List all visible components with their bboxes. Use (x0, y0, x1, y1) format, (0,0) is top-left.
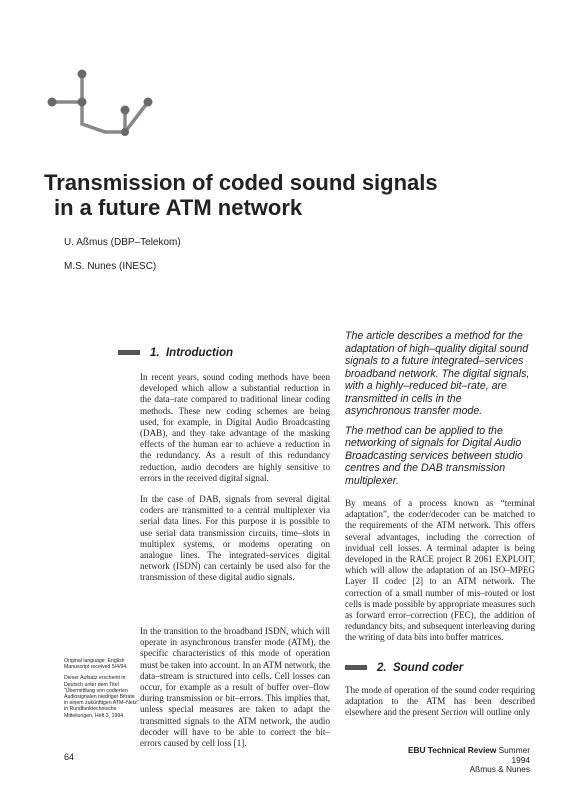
journal-issue: Summer 1994 (498, 745, 530, 765)
footer-authors: Aßmus & Nunes (469, 764, 530, 774)
page-footer (390, 746, 530, 775)
title-line-1: Transmission of coded sound signals (44, 170, 438, 195)
section-number: 2. (377, 662, 387, 674)
section-title: Introduction (165, 347, 234, 359)
article-title (44, 170, 524, 220)
sidenote (64, 658, 139, 724)
author-1: U. Aßmus (DBP–Telekom) (64, 237, 181, 248)
page-number: 64 (64, 752, 75, 762)
body-paragraph-1: In recent years, sound coding methods have been developed which allow a substantial reduction in the data–rate compared to traditional linear coding methods. These new coding schemes are being used, for example, in Digital Audio Broadcasting (DAB), and they take advantage of the masking effects of the human ear to achieve a reduction in the redundancy. As a result of this redundancy reduction, audio decoders are highly sensitive to errors in the received digital signal. (140, 372, 330, 483)
section-marker-bar (118, 350, 140, 355)
network-logo-icon (30, 60, 170, 140)
section-title: Sound coder (392, 662, 464, 674)
author-2: M.S. Nunes (INESC) (64, 261, 157, 272)
body-paragraph-2: In the case of DAB, signals from several digital coders are transmitted to a central multiplexer via serial data lines. For this purpose it is possible to use serial data transmission circuits, time–slots in multiplex systems, or modems operating on analogue lines. The integrated–services digital network (ISDN) can certainly be used also for the transmission of these digital audio signals. (140, 494, 330, 583)
abstract-paragraph-1: The article describes a method for the adaptation of high–quality digital sound signals to a future integrated–services broadband network. The digital signals, with a highly–reduced bit–rate, are transmitted in cells in the asynchronous transfer mode. (345, 330, 530, 417)
abstract-paragraph-2: The method can be applied to the networking of signals for Digital Audio Broadcasting services between studio centres and the DAB transmission multiplexer. (345, 424, 523, 487)
body-paragraph-3: In the transition to the broadband ISDN, which will operate in asynchronous transfer mode (ATM), the specific characteristics of this mode of operation must be taken into account. In an ATM network, the data–stream is structured into cells. Cell losses can occur, for example as a result of buffer over–flow during transmission or bit–errors. This implies that, unless special measures are taken to adapt the transmitted signals to the ATM network, the audio decoder will have to be able to correct the bit–errors caused by cell loss [1]. (140, 626, 330, 749)
section-heading-sound-coder (345, 662, 463, 674)
section-heading-introduction (118, 347, 233, 359)
journal-name: EBU Technical Review (407, 745, 497, 755)
title-line-2: in a future ATM network (54, 195, 303, 220)
section-number: 1. (150, 347, 160, 359)
section-marker-bar (345, 665, 367, 670)
abstract (345, 330, 530, 494)
body-paragraph-5: The mode of operation of the sound coder requiring adaptation to the ATM has been described elsewhere and the present Section will outline only (345, 685, 535, 718)
sidenote-translation: Dieser Aufsatz erscheint in Deutsch unter dem Titel “Übermittlung von codierten Audiosignalen niedriger Bitrate in einem zukünftigen ATM–Netz” in Rundfunktechnische Mitteilungen, Heft 3, 1994. (64, 675, 139, 719)
body-paragraph-4: By means of a process known as “terminal adaptation”, the coder/decoder can be matched to the requirements of the ATM network. This offers several advantages, including the correction of invidual cell losses. A terminal adapter is being developed in the RACE project R 2061 EXPLOIT, which will allow the adaptation of an ISO–MPEG Layer II codec [2] to an ATM network. The correction of a small number of mis–routed or lost cells is made possible by appropriate measures such as forward error–correction (FEC), the addition of redundancy bits, and subsequent interleaving during the writing of data bits into buffer matrices. (345, 498, 535, 643)
sidenote-language: Original language: English Manuscript received 5/4/94. (64, 658, 128, 671)
